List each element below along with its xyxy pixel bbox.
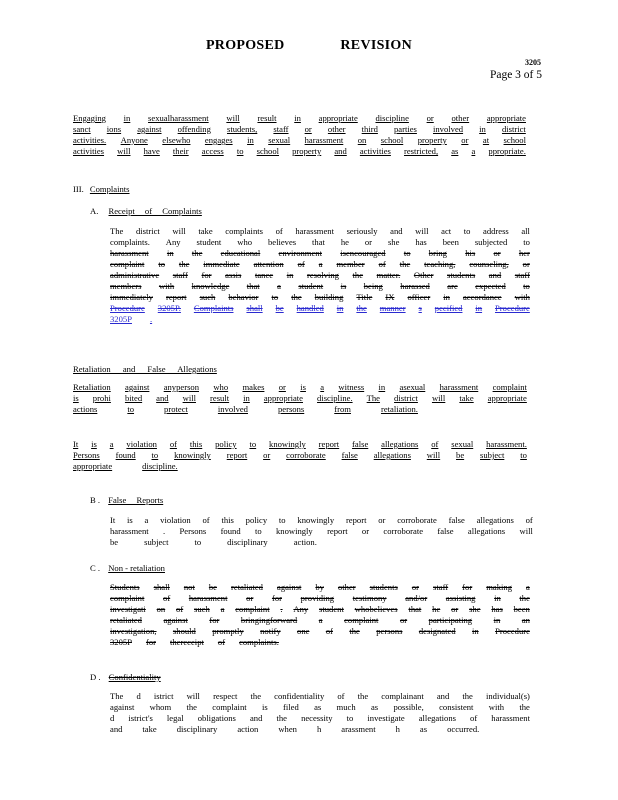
false-allegations-body [73,439,527,472]
text-line-deleted: retaliated against for bringingforward a complaint or participating in an [110,615,530,625]
text-line: activities. Anyone elsewho engages in sexual harassment on school property or at school [73,135,526,145]
text-line: The district will take complaints of harassment seriously and will act to address all [110,226,530,236]
text-line: Retaliation against anyperson who makes or is a witness in asexual harassment complaint [73,382,527,392]
text-line: Engaging in sexualharassment will result in appropriate discipline or other appropriate [73,113,526,123]
text-line: It is a violation of this policy to knowingly report or corroborate false allegations of [110,515,533,525]
page-number: Page 3 of 5 [489,69,542,81]
section-d-heading [90,672,161,682]
text-line-deleted: investigation, should promptly notify one of the persons designated in Procedure [110,626,530,636]
section-c-body [110,582,530,648]
text-line-deleted: complaint to the immediate attention of a member of the teaching, counseling, or [110,259,530,269]
section-d-body [110,691,530,735]
text-line: and take disciplinary action when h arassment h as occurred. [110,724,480,734]
section-a-body [110,226,530,325]
section-label: A. [90,206,99,216]
text-line-deleted: immediately report such behavior to the building Title IX officer in accordance with [110,292,530,302]
text-line: be subject to disciplinary action. [110,537,317,547]
section-title: Non - retaliation [108,563,165,573]
text-line: d istrict's legal obligations and the necessity to investigate allegations of harassment [110,713,530,723]
text-line: It is a violation of this policy to knowingly report false allegations of sexual harassment. [73,439,527,449]
retaliation-heading: Retaliation and False Allegations [73,364,217,374]
text-line-deleted: administrative staff for assis tance in resolving the matter. Other students and staff [110,270,530,280]
document-title [0,38,618,54]
section-label: D . [90,672,101,682]
text-line-deleted: investigati on of such a complaint . Any student whobelieves that he or she has been [110,604,530,614]
section-title: False Reports [108,495,164,505]
section-title: Complaints [89,184,130,194]
section-label: B . [90,495,101,505]
text-line: is prohi bited and will result in appropriate discipline. The district will take appropriate [73,393,527,403]
text-line-link[interactable]: Procedure 3205P. Complaints shall be handled in the manner s pecified in Procedure [110,303,530,313]
section-label: C . [90,563,101,573]
text-line: activities will have their access to school property and activities restricted, as a ppropriate. [73,146,526,156]
section-title: Receipt of Complaints [108,206,202,216]
section-c-heading [90,563,165,573]
section-b-heading [90,495,163,505]
text-line: Persons found to knowingly report or corroborate false allegations will be subject to [73,450,527,460]
text-line-deleted: members with knowledge that a student is being harassed are expected to [110,281,530,291]
text-line-deleted: Students shall not be retaliated against by other students or staff for making a [110,582,530,592]
section-a-heading [90,206,202,216]
text-line-deleted: complaint of harassment or for providing testimony and/or assisting in the [110,593,530,603]
retaliation-body [73,382,527,415]
text-line: against whom the complaint is filed as much as possible, consistent with the [110,702,530,712]
section-b-body [110,515,533,548]
text-line: harassment . Persons found to knowingly report or corroborate false allegations will [110,526,533,536]
text-line: The d istrict will respect the confidentiality of the complainant and the individual(s) [110,691,530,701]
text-line-deleted: harassment in the educational environment isencouraged to bring his or her [110,248,530,258]
text-line: complaints. Any student who believes that he or she has been subjected to [110,237,530,247]
text-line: sanct ions against offending students, staff or other third parties involved in district [73,124,526,134]
section-iii-heading [73,184,130,194]
intro-paragraph [73,113,526,157]
section-title: Confidentiality [108,672,161,682]
text-line: actions to protect involved persons from retaliation. [73,404,418,414]
title-revision: REVISION [340,38,413,53]
text-line: appropriate discipline. [73,461,178,471]
procedure-link[interactable]: 3205P . [110,314,153,324]
section-label: III. [73,184,84,194]
doc-number: 3205 [525,58,541,67]
text-line-deleted: 3205P for thereceipt of complaints. [110,637,279,647]
title-proposed: PROPOSED [205,38,285,53]
